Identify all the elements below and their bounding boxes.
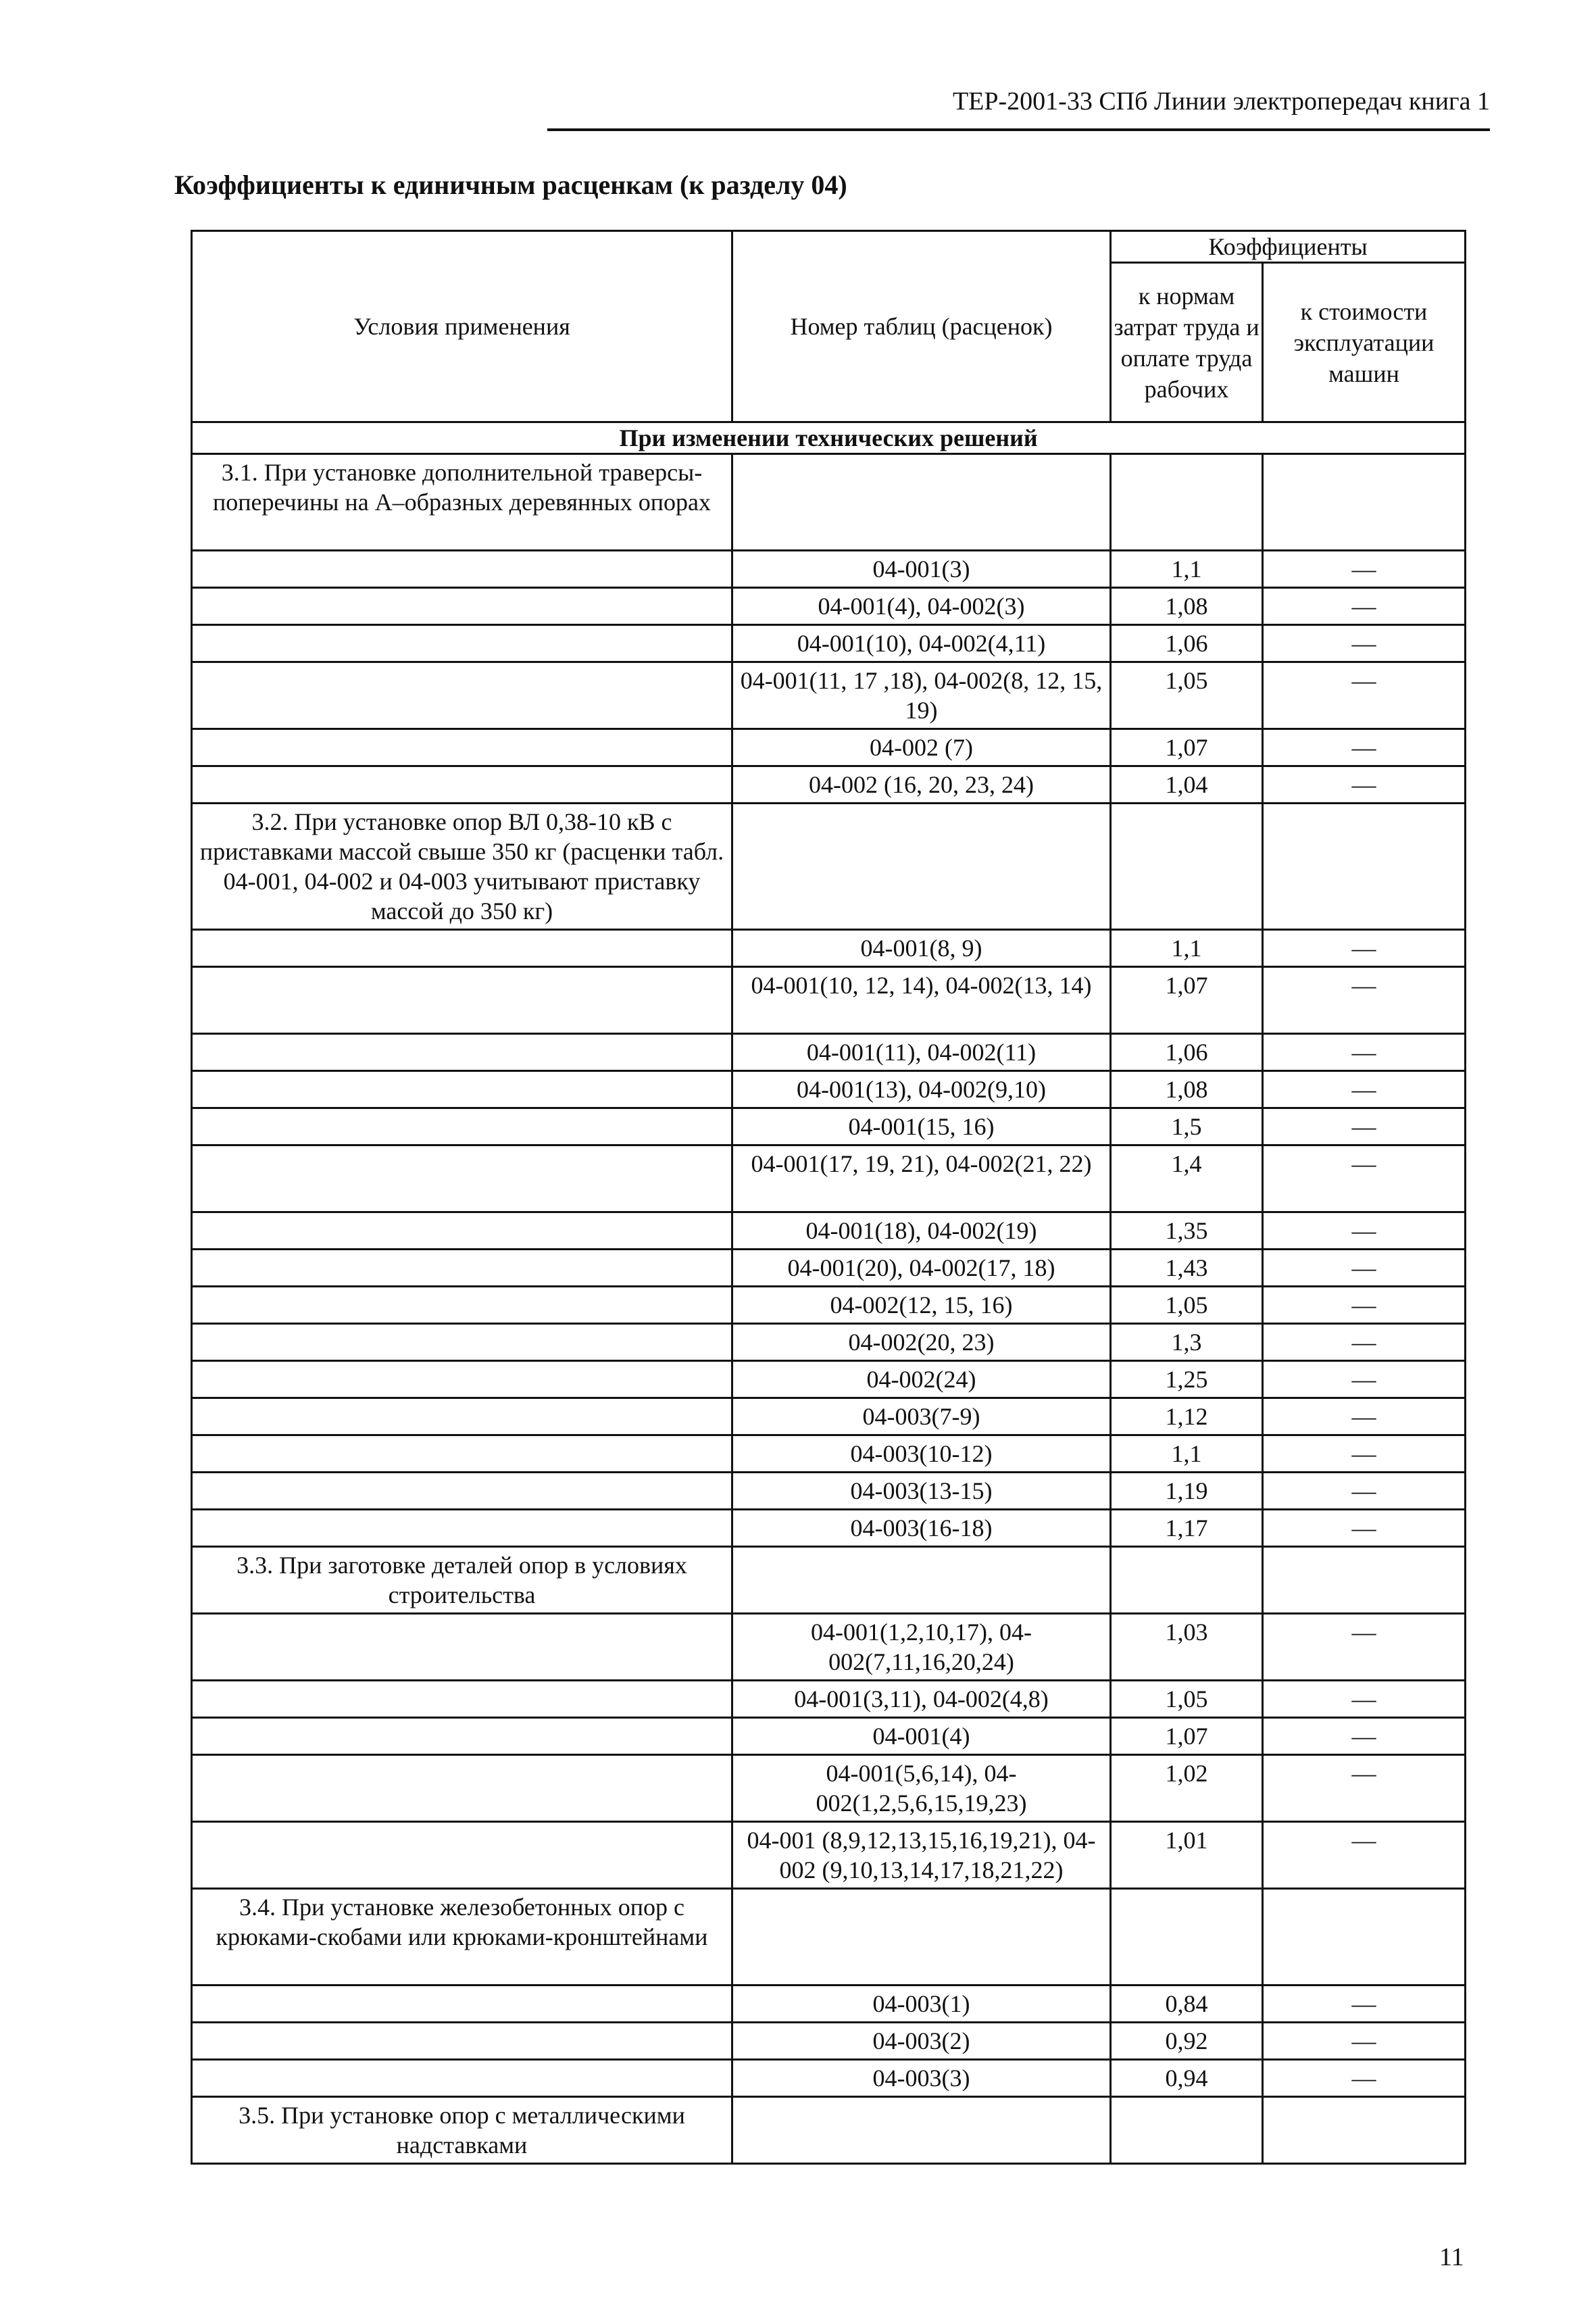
table-row [192,1510,1466,1547]
table-row [192,2097,1466,2164]
table-numbers-cell: 04-003(2) [732,2023,1111,2060]
condition-cell: 3.1. При установке дополнительной траверсы-поперечины на А–образных деревянных опорах [192,454,732,551]
condition-cell [192,967,732,1034]
table-numbers-cell: 04-003(3) [732,2060,1111,2097]
condition-cell: 3.4. При установке железобетонных опор с крюками-скобами или крюками-кронштейнами [192,1889,732,1986]
machine-coefficient-cell: — [1263,1986,1466,2023]
table-numbers-cell: 04-003(10-12) [732,1435,1111,1473]
table-numbers-cell [732,2097,1111,2164]
labor-coefficient-cell: 1,06 [1111,625,1263,662]
labor-coefficient-cell [1111,1889,1263,1986]
machine-coefficient-cell [1263,454,1466,551]
machine-coefficient-cell: — [1263,1108,1466,1145]
header-labor-coefficient: к нормам затрат труда и оплате труда рабочих [1111,263,1263,422]
table-numbers-cell: 04-001(1,2,10,17), 04-002(7,11,16,20,24) [732,1614,1111,1681]
machine-coefficient-cell: — [1263,930,1466,967]
machine-coefficient-cell: — [1263,1034,1466,1071]
table-numbers-cell [732,804,1111,930]
machine-coefficient-cell: — [1263,1287,1466,1324]
table-numbers-cell: 04-002(12, 15, 16) [732,1287,1111,1324]
table-row [192,1145,1466,1212]
labor-coefficient-cell [1111,804,1263,930]
labor-coefficient-cell: 1,07 [1111,1718,1263,1755]
condition-cell [192,1473,732,1510]
labor-coefficient-cell: 1,08 [1111,1071,1263,1108]
machine-coefficient-cell: — [1263,967,1466,1034]
table-numbers-cell: 04-001(10), 04-002(4,11) [732,625,1111,662]
labor-coefficient-cell: 1,03 [1111,1614,1263,1681]
machine-coefficient-cell: — [1263,1473,1466,1510]
condition-cell [192,1212,732,1250]
machine-coefficient-cell: — [1263,2060,1466,2097]
condition-cell: 3.5. При установке опор с металлическими надставками [192,2097,732,2164]
coefficients-table [191,230,1466,2165]
table-numbers-cell: 04-001(3) [732,551,1111,588]
machine-coefficient-cell: — [1263,1681,1466,1718]
machine-coefficient-cell [1263,1889,1466,1986]
table-row [192,1986,1466,2023]
table-numbers-cell: 04-001(20), 04-002(17, 18) [732,1250,1111,1287]
table-row [192,551,1466,588]
condition-cell: 3.3. При заготовке деталей опор в условиях строительства [192,1547,732,1614]
table-row [192,1324,1466,1361]
table-numbers-cell: 04-001(8, 9) [732,930,1111,967]
labor-coefficient-cell: 1,01 [1111,1822,1263,1889]
table-row [192,454,1466,551]
table-row [192,1034,1466,1071]
machine-coefficient-cell: — [1263,1398,1466,1435]
condition-cell [192,1361,732,1398]
table-numbers-cell: 04-002 (16, 20, 23, 24) [732,766,1111,804]
labor-coefficient-cell: 1,12 [1111,1398,1263,1435]
condition-cell [192,1145,732,1212]
table-row [192,930,1466,967]
table-row [192,1718,1466,1755]
condition-cell [192,930,732,967]
table-row [192,1755,1466,1822]
header-machine-coefficient: к стоимости эксплуатации машин [1263,263,1466,422]
table-row [192,1435,1466,1473]
table-numbers-cell: 04-003(1) [732,1986,1111,2023]
condition-cell [192,1287,732,1324]
condition-cell [192,1108,732,1145]
labor-coefficient-cell: 0,94 [1111,2060,1263,2097]
labor-coefficient-cell: 1,07 [1111,967,1263,1034]
table-row [192,1473,1466,1510]
table-row [192,2023,1466,2060]
condition-cell [192,1510,732,1547]
condition-cell [192,1398,732,1435]
table-row [192,588,1466,625]
header-coefficients: Коэффициенты [1111,231,1466,263]
table-numbers-cell: 04-001(5,6,14), 04-002(1,2,5,6,15,19,23) [732,1755,1111,1822]
table-row [192,967,1466,1034]
table-row [192,804,1466,930]
machine-coefficient-cell [1263,2097,1466,2164]
condition-cell [192,1614,732,1681]
table-numbers-cell [732,1889,1111,1986]
condition-cell [192,766,732,804]
labor-coefficient-cell [1111,1547,1263,1614]
condition-cell [192,662,732,729]
condition-cell [192,588,732,625]
page-title: Коэффициенты к единичным расценкам (к разделу 04) [174,170,847,200]
table-numbers-cell: 04-001(17, 19, 21), 04-002(21, 22) [732,1145,1111,1212]
table-numbers-cell: 04-001(18), 04-002(19) [732,1212,1111,1250]
machine-coefficient-cell: — [1263,1250,1466,1287]
table-numbers-cell: 04-002(20, 23) [732,1324,1111,1361]
machine-coefficient-cell: — [1263,1361,1466,1398]
table-numbers-cell: 04-003(13-15) [732,1473,1111,1510]
labor-coefficient-cell [1111,454,1263,551]
condition-cell [192,1681,732,1718]
machine-coefficient-cell: — [1263,1324,1466,1361]
table-numbers-cell [732,454,1111,551]
machine-coefficient-cell: — [1263,1614,1466,1681]
machine-coefficient-cell: — [1263,588,1466,625]
machine-coefficient-cell: — [1263,1145,1466,1212]
table-numbers-cell: 04-001(4), 04-002(3) [732,588,1111,625]
page-number: 11 [1439,2243,1464,2271]
table-row [192,1071,1466,1108]
table-numbers-cell: 04-001(13), 04-002(9,10) [732,1071,1111,1108]
table-row [192,1889,1466,1986]
table-row [192,729,1466,766]
table-row [192,662,1466,729]
labor-coefficient-cell: 1,05 [1111,1681,1263,1718]
table-row [192,766,1466,804]
machine-coefficient-cell: — [1263,1212,1466,1250]
table-numbers-cell: 04-003(7-9) [732,1398,1111,1435]
table-numbers-cell: 04-001(15, 16) [732,1108,1111,1145]
labor-coefficient-cell: 1,1 [1111,930,1263,967]
table-row [192,1614,1466,1681]
condition-cell [192,625,732,662]
condition-cell [192,1435,732,1473]
machine-coefficient-cell: — [1263,766,1466,804]
table-row [192,1822,1466,1889]
table-row [192,1547,1466,1614]
header-conditions: Условия применения [192,231,732,422]
labor-coefficient-cell: 1,25 [1111,1361,1263,1398]
table-numbers-cell: 04-001(4) [732,1718,1111,1755]
header-rule [547,128,1490,131]
section-title: При изменении технических решений [192,422,1466,454]
condition-cell [192,1718,732,1755]
table-row [192,1681,1466,1718]
table-numbers-cell: 04-002 (7) [732,729,1111,766]
machine-coefficient-cell: — [1263,662,1466,729]
machine-coefficient-cell: — [1263,1510,1466,1547]
condition-cell [192,2060,732,2097]
table-numbers-cell [732,1547,1111,1614]
machine-coefficient-cell: — [1263,729,1466,766]
condition-cell [192,1034,732,1071]
table-row [192,1398,1466,1435]
condition-cell [192,2023,732,2060]
table-row [192,1361,1466,1398]
labor-coefficient-cell: 1,3 [1111,1324,1263,1361]
labor-coefficient-cell: 1,08 [1111,588,1263,625]
table-numbers-cell: 04-002(24) [732,1361,1111,1398]
labor-coefficient-cell: 1,07 [1111,729,1263,766]
condition-cell [192,551,732,588]
labor-coefficient-cell: 1,19 [1111,1473,1263,1510]
machine-coefficient-cell: — [1263,2023,1466,2060]
machine-coefficient-cell: — [1263,1435,1466,1473]
labor-coefficient-cell: 1,1 [1111,551,1263,588]
machine-coefficient-cell [1263,1547,1466,1614]
labor-coefficient-cell: 1,35 [1111,1212,1263,1250]
condition-cell [192,729,732,766]
labor-coefficient-cell: 1,5 [1111,1108,1263,1145]
condition-cell [192,1324,732,1361]
labor-coefficient-cell: 1,02 [1111,1755,1263,1822]
condition-cell: 3.2. При установке опор ВЛ 0,38-10 кВ с приставками массой свыше 350 кг (расценки табл. 04-001, 04-002 и 04-003 учитывают приставку массой до 350 кг) [192,804,732,930]
table-numbers-cell: 04-001(3,11), 04-002(4,8) [732,1681,1111,1718]
labor-coefficient-cell [1111,2097,1263,2164]
table-row [192,1108,1466,1145]
labor-coefficient-cell: 1,43 [1111,1250,1263,1287]
table-row [192,1250,1466,1287]
machine-coefficient-cell: — [1263,1822,1466,1889]
condition-cell [192,1822,732,1889]
machine-coefficient-cell: — [1263,625,1466,662]
labor-coefficient-cell: 1,1 [1111,1435,1263,1473]
table-row [192,625,1466,662]
table-row [192,2060,1466,2097]
labor-coefficient-cell: 0,84 [1111,1986,1263,2023]
table-row [192,1212,1466,1250]
labor-coefficient-cell: 1,04 [1111,766,1263,804]
condition-cell [192,1071,732,1108]
table-numbers-cell: 04-003(16-18) [732,1510,1111,1547]
machine-coefficient-cell: — [1263,1755,1466,1822]
condition-cell [192,1986,732,2023]
machine-coefficient-cell [1263,804,1466,930]
header-table-numbers: Номер таблиц (расценок) [732,231,1111,422]
table-row [192,1287,1466,1324]
labor-coefficient-cell: 1,17 [1111,1510,1263,1547]
table-numbers-cell: 04-001(11), 04-002(11) [732,1034,1111,1071]
labor-coefficient-cell: 1,05 [1111,662,1263,729]
table-numbers-cell: 04-001(11, 17 ,18), 04-002(8, 12, 15, 19) [732,662,1111,729]
labor-coefficient-cell: 1,06 [1111,1034,1263,1071]
table-numbers-cell: 04-001 (8,9,12,13,15,16,19,21), 04-002 (9,10,13,14,17,18,21,22) [732,1822,1111,1889]
labor-coefficient-cell: 1,4 [1111,1145,1263,1212]
machine-coefficient-cell: — [1263,1718,1466,1755]
labor-coefficient-cell: 1,05 [1111,1287,1263,1324]
table-numbers-cell: 04-001(10, 12, 14), 04-002(13, 14) [732,967,1111,1034]
condition-cell [192,1755,732,1822]
labor-coefficient-cell: 0,92 [1111,2023,1263,2060]
running-header: ТЕР-2001-33 СПб Линии электропередач книга 1 [952,87,1490,116]
machine-coefficient-cell: — [1263,551,1466,588]
condition-cell [192,1250,732,1287]
machine-coefficient-cell: — [1263,1071,1466,1108]
